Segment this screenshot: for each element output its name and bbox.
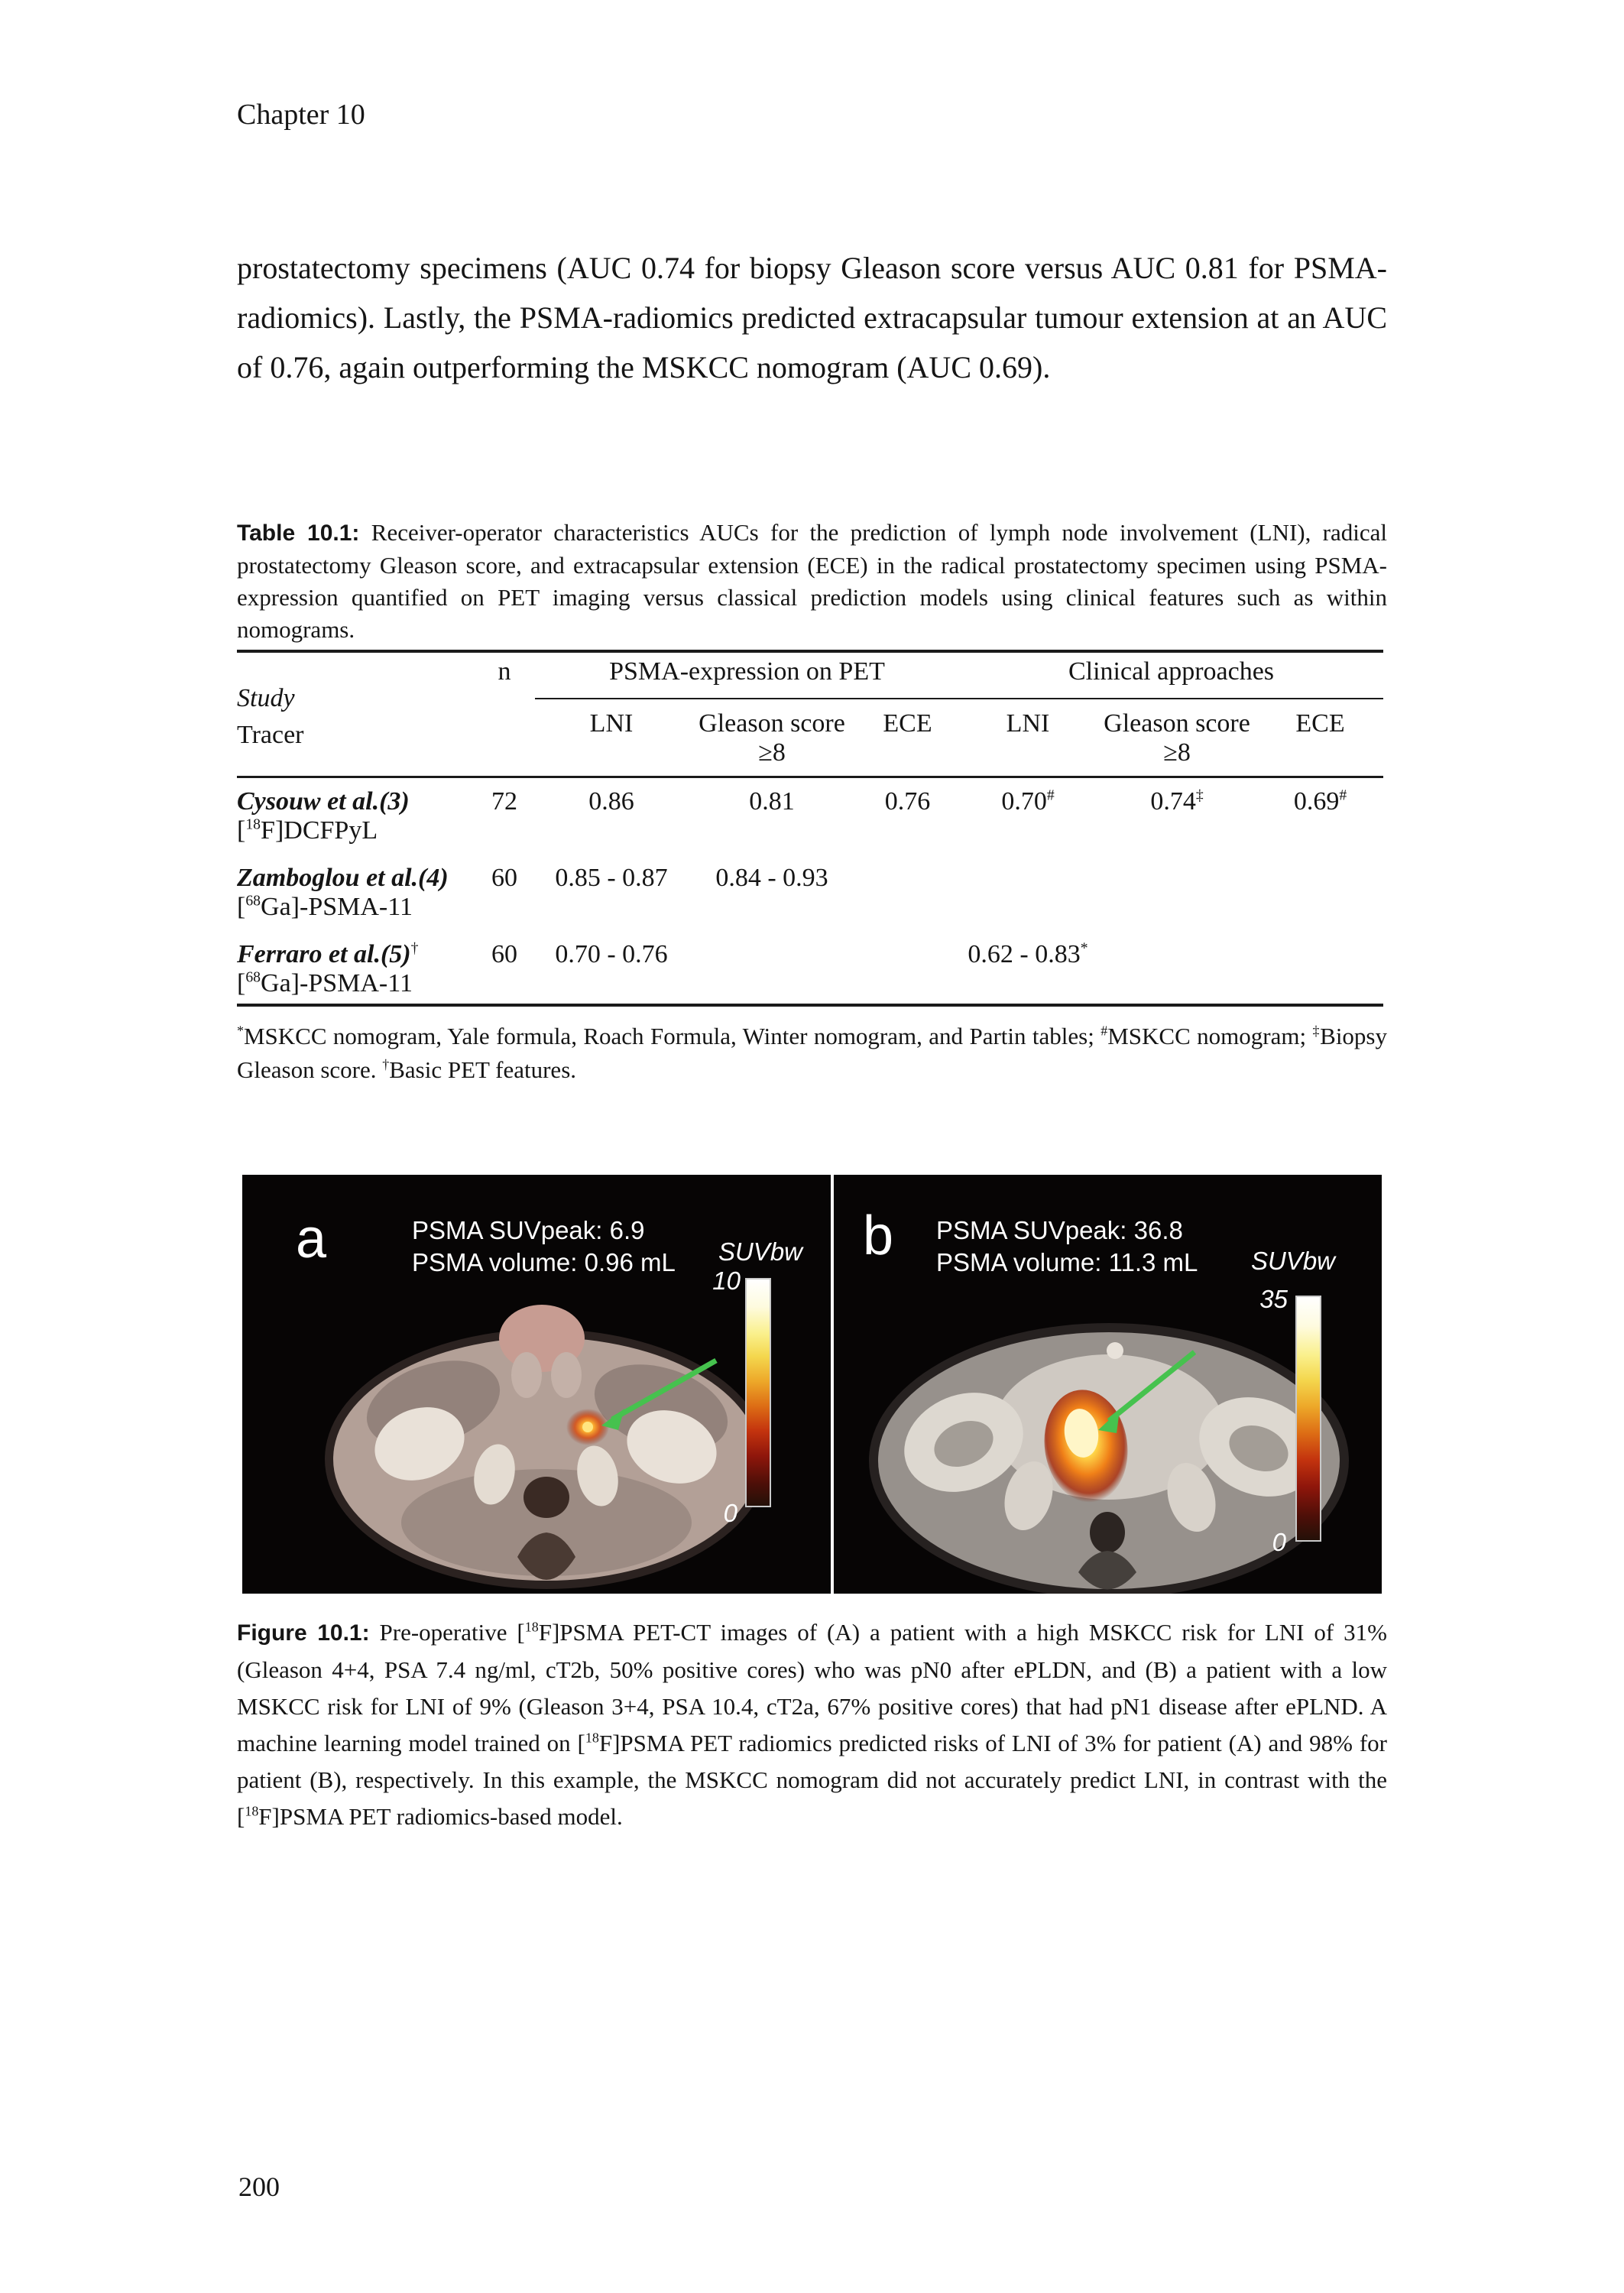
auc-value-4 [1097, 940, 1257, 997]
tracer-name: [$^{68}$Ga]-PSMA-11 [237, 968, 413, 997]
pet-ct-figure [242, 1175, 1382, 1594]
panel-b-colorbar [1295, 1296, 1321, 1542]
panel-a-volume: PSMA volume: 0.96 mL [412, 1248, 676, 1276]
table-group-clinical: Clinical approaches [1068, 657, 1275, 686]
auc-value-0: 0.85 - 0.87 [555, 864, 668, 892]
table-caption-text: Receiver-operator characteristics AUCs for the prediction of lymph node involvement (LNI), radical prostatectomy Gleason score, and extracapsular extension (ECE) in the radical prostatectomy specimen using PSMA-expression quantified on PET imaging versus classical prediction models using clinical features such as within nomograms. [237, 519, 1388, 643]
table-subheader-1: Gleason score ≥8 [699, 709, 845, 767]
page-number: 200 [238, 2171, 280, 2202]
auc-value-4 [1097, 864, 1257, 921]
table-subheader-row [237, 709, 1383, 767]
tracer-name: [$^{68}$Ga]-PSMA-11 [237, 892, 413, 921]
chapter-header: Chapter 10 [237, 99, 365, 131]
panel-b-label: b [863, 1205, 894, 1267]
auc-value-3: 0.70# [1001, 786, 1055, 816]
study-tracer-cell: Zamboglou et al.(4) [$^{68}$Ga]-PSMA-11 [237, 864, 474, 921]
panel-a-scale-label: SUVbw [718, 1237, 803, 1266]
table-caption [237, 517, 1387, 646]
table-col-n: n [498, 657, 511, 686]
auc-value-2 [856, 864, 959, 921]
table-rule-top [237, 650, 1383, 653]
auc-value-2: 0.76 [884, 787, 931, 816]
study-tracer-cell: Cysouw et al.(3) [$^{18}$F]DCFPyL [237, 787, 474, 845]
panel-a-suvpeak: PSMA SUVpeak: 6.9 [412, 1216, 645, 1244]
table-subheader-3: LNI [1006, 709, 1050, 738]
auc-value-5 [1257, 940, 1383, 997]
results-table [237, 650, 1383, 1007]
panel-a-info [412, 1215, 676, 1279]
table-rule-bottom [237, 1004, 1383, 1007]
table-row-2 [237, 940, 1383, 997]
panel-b-scale-label: SUVbw [1250, 1247, 1336, 1275]
auc-value-1: 0.84 - 0.93 [715, 864, 828, 892]
auc-value-1 [688, 940, 856, 997]
table-caption-label: Table 10.1: [237, 521, 360, 546]
table-rule-header-bottom [237, 776, 1383, 778]
panel-b-scale-min: 0 [1272, 1528, 1286, 1556]
n-value: 60 [491, 864, 517, 892]
table-subheader-0: LNI [589, 709, 634, 738]
table-group-psma: PSMA-expression on PET [609, 657, 885, 686]
table-stub-tracer: Tracer [237, 721, 304, 749]
table-group-header-row [237, 657, 1383, 686]
panel-a-label: a [296, 1208, 327, 1270]
panel-a-scale-min: 0 [723, 1499, 737, 1527]
table-row-1 [237, 864, 1383, 921]
panel-b-suvpeak: PSMA SUVpeak: 36.8 [936, 1216, 1183, 1244]
panel-b-info [936, 1215, 1198, 1279]
panel-a-scale-max: 10 [712, 1267, 741, 1295]
table-subheader-5: ECE [1295, 709, 1345, 738]
figure-caption: Figure 10.1: Pre-operative [$^{18}$F]PSMA PET-CT images of (A) a patient with a high MSKCC risk for LNI of 31% (Gleason 4+4, PSA 7.4 ng/ml, cT2b, 50% positive cores) who was pN0 after ePLDN, and (B) a patient with a low MSKCC risk for LNI of 9% (Gleason 3+4, PSA 10.4, cT2a, 67% positive cores) that had pN1 disease after ePLND. A machine learning model trained on [$^{18}$F]PSMA PET radiomics predicted risks of LNI of 3% for patient (A) and 98% for patient (B), respectively. In this example, the MSKCC nomogram did not accurately predict LNI, in contrast with the [$^{18}$F]PSMA PET radiomics-based model. [237, 1619, 1388, 1830]
table-footnote: *MSKCC nomogram, Yale formula, Roach Formula, Winter nomogram, and Partin tables; #MSKCC nomogram; ‡Biopsy Gleason score. †Basic PET features. [237, 1023, 1387, 1083]
panel-a-colorbar [745, 1278, 771, 1507]
auc-value-5: 0.69# [1293, 786, 1347, 816]
panel-b-volume: PSMA volume: 11.3 mL [936, 1248, 1198, 1276]
auc-value-3: 0.62 - 0.83* [968, 939, 1088, 968]
table-subheader-4: Gleason score ≥8 [1104, 709, 1250, 767]
auc-value-0: 0.70 - 0.76 [555, 940, 668, 968]
table-stub-study: Study [237, 684, 295, 712]
n-value: 72 [491, 787, 517, 816]
panel-divider [831, 1175, 834, 1594]
auc-value-2 [856, 940, 959, 997]
panel-b-scale-max: 35 [1259, 1285, 1288, 1313]
body-paragraph: prostatectomy specimens (AUC 0.74 for biopsy Gleason score versus AUC 0.81 for PSMA-radiomics). Lastly, the PSMA-radiomics predicted extracapsular tumour extension at an AUC of 0.76, again outperforming the MSKCC nomogram (AUC 0.69). [237, 251, 1387, 384]
auc-value-5 [1257, 864, 1383, 921]
auc-value-0: 0.86 [588, 787, 634, 816]
n-value: 60 [491, 940, 517, 968]
auc-value-4: 0.74‡ [1150, 786, 1204, 816]
table-rule-subheader [535, 698, 1383, 699]
auc-value-1: 0.81 [749, 787, 795, 816]
table-row-0 [237, 787, 1383, 845]
table-subheader-2: ECE [883, 709, 932, 738]
tracer-name: [$^{18}$F]DCFPyL [237, 816, 378, 845]
caption-label: Figure 10.1: [237, 1620, 370, 1646]
study-tracer-cell: Ferraro et al.(5)† [$^{68}$Ga]-PSMA-11 [237, 940, 474, 997]
auc-value-3 [959, 864, 1097, 921]
